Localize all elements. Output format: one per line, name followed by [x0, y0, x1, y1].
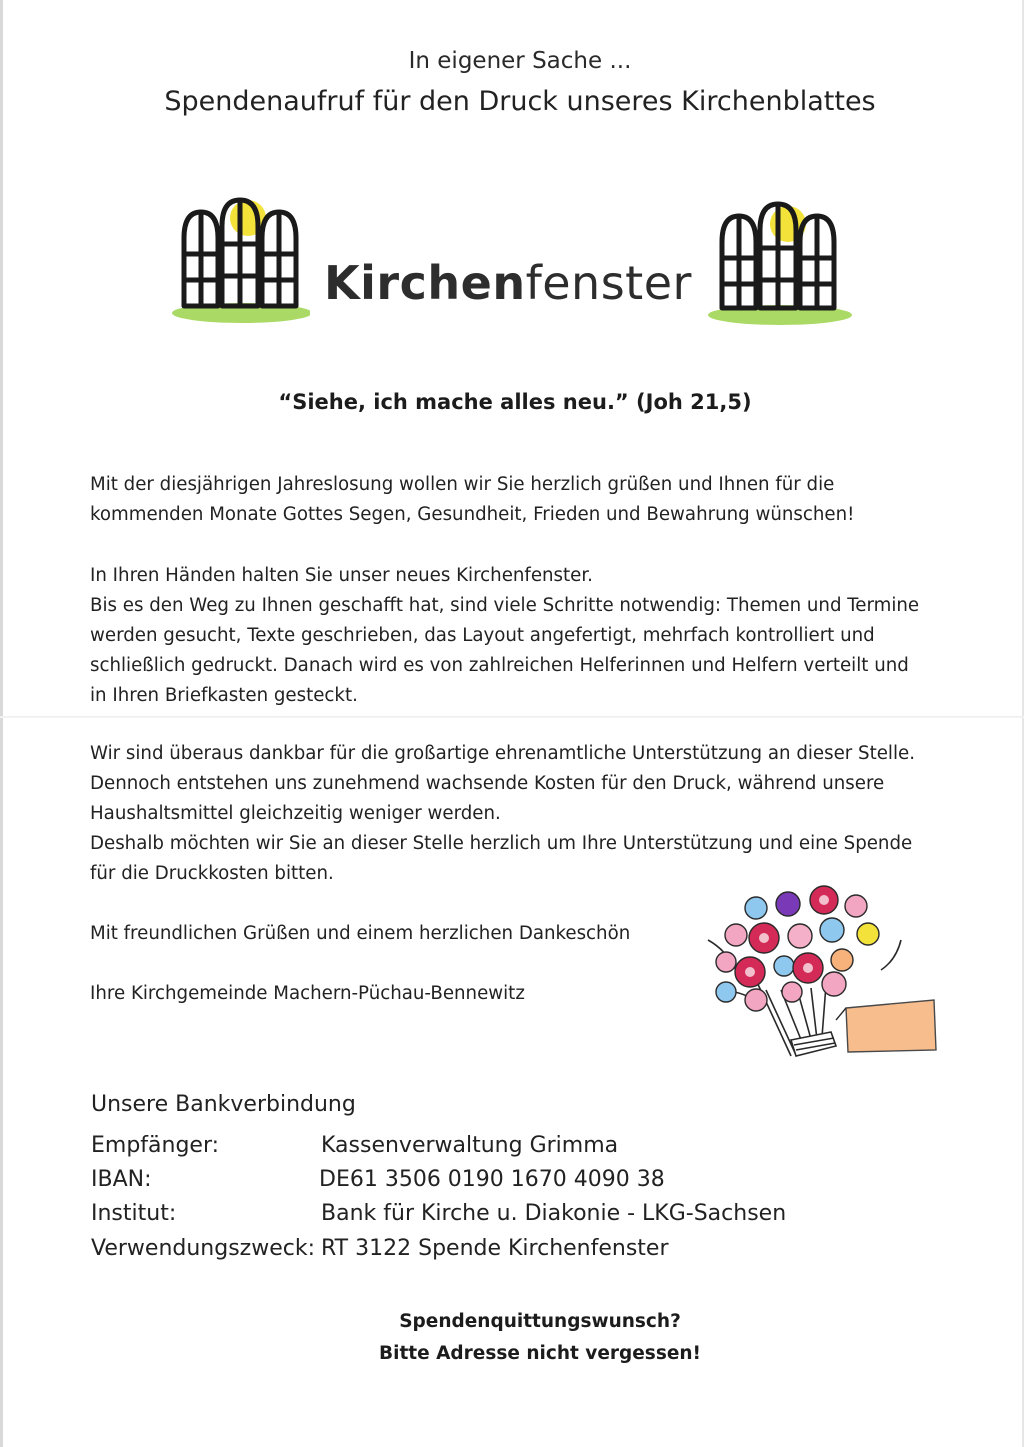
church-windows-icon [170, 196, 310, 326]
bank-value: Kassenverwaltung Grimma [321, 1133, 619, 1158]
bank-value: Bank für Kirche u. Diakonie - LKG-Sachsen [321, 1201, 787, 1226]
text-line: Wir sind überaus dankbar für die großartige ehrenamtliche Unterstützung an dieser Stelle. [90, 743, 915, 764]
bible-quote: “Siehe, ich mache alles neu.” (Joh 21,5) [278, 390, 752, 414]
page-title: Spendenaufruf für den Druck unseres Kirchenblattes [164, 86, 876, 117]
bank-section-title: Unsere Bankverbindung [91, 1092, 356, 1117]
bank-row-recipient [91, 1133, 619, 1158]
flower-bouquet-icon [696, 880, 946, 1075]
bank-value: RT 3122 Spende Kirchenfenster [321, 1236, 669, 1261]
bank-row-iban [91, 1167, 665, 1192]
text-line: Haushaltsmittel gleichzeitig weniger werden. [90, 803, 501, 824]
paragraph-greeting [90, 470, 970, 530]
text-line: Deshalb möchten wir Sie an dieser Stelle herzlich um Ihre Unterstützung und eine Spende [90, 833, 913, 854]
text-line: schließlich gedruckt. Danach wird es von zahlreichen Helferinnen und Helfern verteilt und [90, 655, 909, 676]
kirchenfenster-logo [170, 196, 870, 336]
text-line: Mit freundlichen Grüßen und einem herzlichen Dankeschön [90, 923, 631, 944]
bank-value: DE61 3506 0190 1670 4090 38 [319, 1167, 665, 1192]
paper-fold-line [0, 716, 1024, 718]
scan-edge-left [0, 0, 3, 1447]
closing-line: Spendenquittungswunsch? [399, 1311, 681, 1332]
text-line: Dennoch entstehen uns zunehmend wachsende Kosten für den Druck, während unsere [90, 773, 885, 794]
text-line: kommenden Monate Gottes Segen, Gesundheit, Frieden und Bewahrung wünschen! [90, 504, 855, 525]
text-line: für die Druckkosten bitten. [90, 863, 334, 884]
bank-label: Empfänger: [91, 1133, 220, 1158]
bank-label: Institut: [91, 1201, 177, 1226]
text-line: In Ihren Händen halten Sie unser neues Kirchenfenster. [90, 565, 593, 586]
paragraph-appeal [90, 739, 970, 889]
closing-note [0, 1306, 1024, 1370]
logo-wordmark-regular: fenster [525, 256, 692, 310]
text-line: in Ihren Briefkasten gesteckt. [90, 685, 358, 706]
bank-row-purpose [91, 1236, 669, 1261]
kicker-text: In eigener Sache ... [408, 48, 632, 74]
bank-label: Verwendungszweck: [91, 1236, 315, 1261]
text-line: Mit der diesjährigen Jahreslosung wollen wir Sie herzlich grüßen und Ihnen für die [90, 474, 835, 495]
logo-wordmark [324, 256, 692, 310]
logo-wordmark-bold: Kirchen [324, 256, 526, 310]
church-windows-icon [704, 196, 854, 331]
bank-label: IBAN: [91, 1167, 152, 1192]
closing-line: Bitte Adresse nicht vergessen! [379, 1343, 701, 1364]
text-line: Bis es den Weg zu Ihnen geschafft hat, sind viele Schritte notwendig: Themen und Termine [90, 595, 920, 616]
text-line: werden gesucht, Texte geschrieben, das Layout angefertigt, mehrfach kontrolliert und [90, 625, 875, 646]
bank-row-institute [91, 1201, 787, 1226]
paragraph-production [90, 561, 970, 711]
text-line: Ihre Kirchgemeinde Machern-Püchau-Bennewitz [90, 983, 525, 1004]
